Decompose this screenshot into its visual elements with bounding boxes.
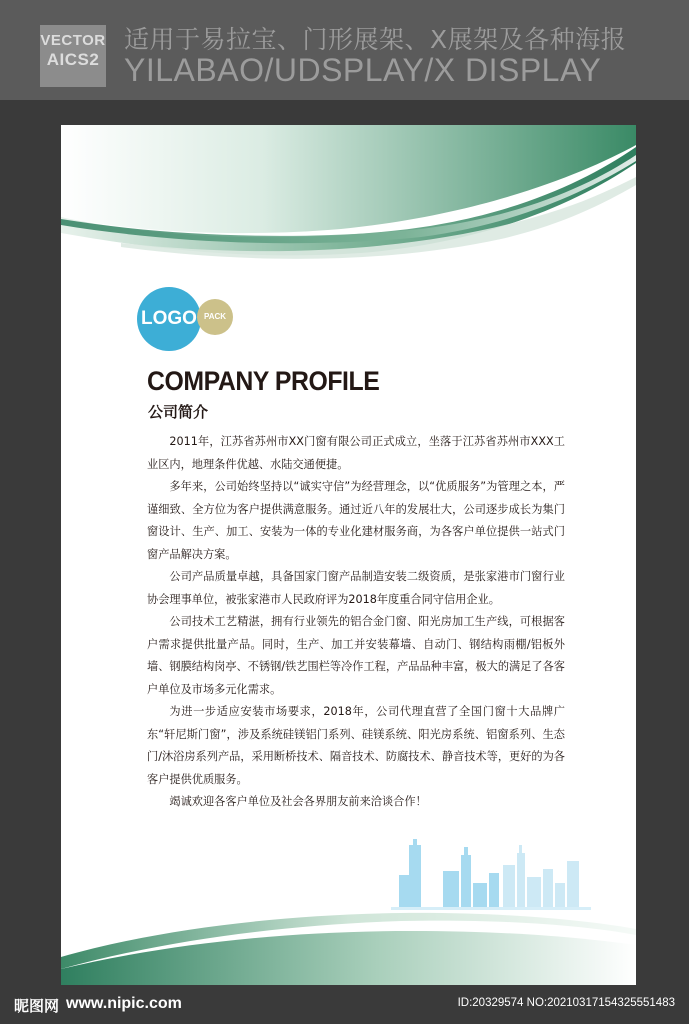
- logo-pack-circle: PACK: [197, 299, 233, 335]
- header-title-cn: 适用于易拉宝、门形展架、X展架及各种海报: [124, 25, 627, 54]
- company-profile-title: COMPANY PROFILE: [147, 366, 380, 396]
- profile-body: [147, 431, 565, 814]
- profile-paragraph: 2011年，江苏省苏州市XX门窗有限公司正式成立，坐落于江苏省苏州市XXX工业区内，地理条件优越、水陆交通便捷。: [147, 435, 565, 471]
- header-bar: [0, 0, 689, 100]
- badge-line-2: AICS2: [46, 49, 100, 69]
- footer-id-text: ID:20329574 NO:20210317154325551483: [457, 997, 675, 1009]
- bottom-wave-decoration: [61, 895, 636, 985]
- top-wave-decoration: [61, 125, 636, 275]
- profile-paragraph: 公司技术工艺精湛，拥有行业领先的铝合金门窗、阳光房加工生产线，可根据客户需求提供批量产品。同时，生产、加工并安装幕墙、自动门、钢结构雨棚/铝板外墙、钢膜结构岗亭、不锈钢/铁艺围栏等冷作工程，产品品种丰富，极大的满足了各客户单位及市场多元化需求。: [147, 615, 565, 696]
- footer-site-name: 昵图网: [14, 997, 60, 1015]
- company-profile-subtitle: 公司简介: [148, 403, 209, 421]
- logo-circle: LOGO: [137, 287, 201, 351]
- profile-paragraph: 为进一步适应安装市场要求，2018年，公司代理直营了全国门窗十大品牌广东“轩尼斯门窗”，涉及系统硅镁铝门系列、硅镁系统、阳光房系统、铝窗系列、生态门/沐浴房系列产品，采用断桥技术、隔音技术、防腐技术、静音技术等，更好的为各客户提供优质服务。: [147, 705, 565, 786]
- header-title-en: YILABAO/UDSPLAY/X DISPLAY: [124, 52, 602, 88]
- profile-paragraph: 多年来，公司始终坚持以“诚实守信”为经营理念，以“优质服务”为管理之本，严谨细致、全方位为客户提供满意服务。通过近八年的发展壮大，公司逐步成长为集门窗设计、生产、加工、安装为一体的专业化建材服务商，为各客户单位提供一站式门窗产品解决方案。: [147, 480, 565, 561]
- vector-badge: [40, 25, 106, 87]
- profile-paragraph: 公司产品质量卓越，具备国家门窗产品制造安装二级资质，是张家港市门窗行业协会理事单位，被张家港市人民政府评为2018年度重合同守信用企业。: [147, 570, 565, 606]
- badge-line-1: VECTOR: [40, 32, 106, 49]
- footer-url[interactable]: www.nipic.com: [66, 995, 182, 1012]
- profile-paragraph: 竭诚欢迎各客户单位及社会各界朋友前来洽谈合作！: [169, 795, 427, 808]
- poster: [61, 125, 636, 985]
